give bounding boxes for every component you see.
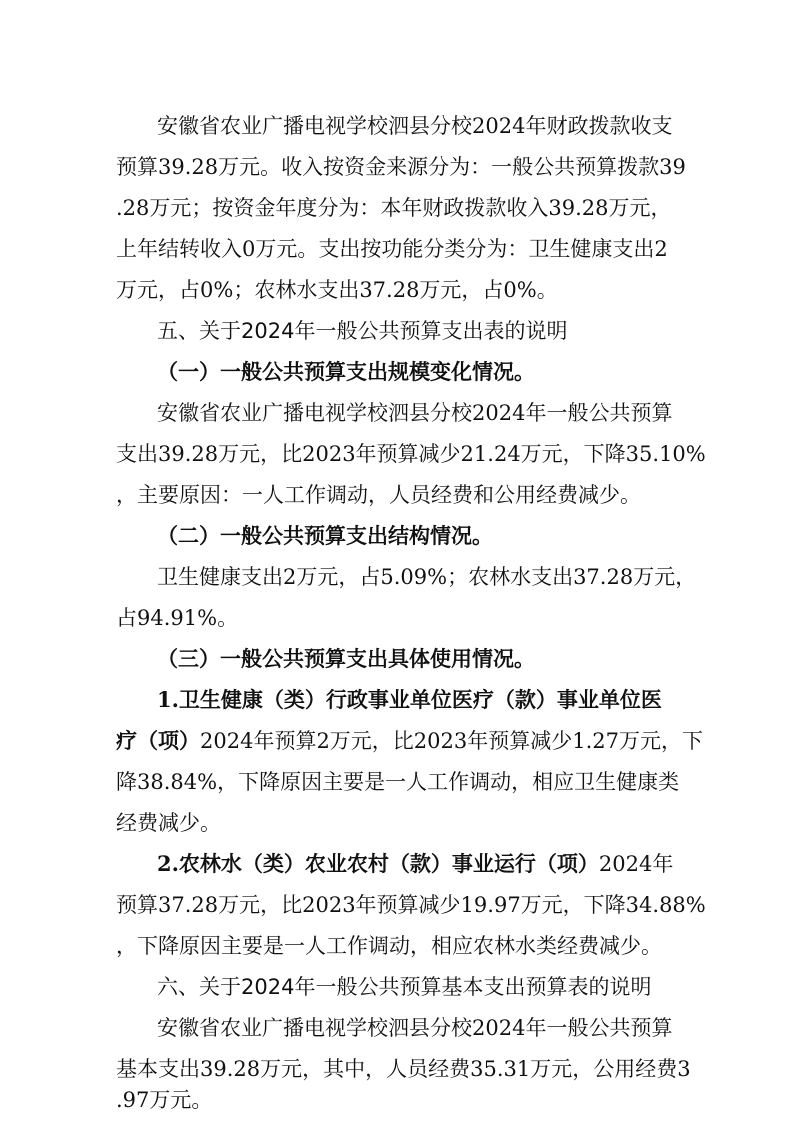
paragraph-line: 安徽省农业广播电视学校泗县分校2024年一般公共预算 (157, 1016, 673, 1040)
paragraph-line: ，主要原因：一人工作调动，人员经费和公用经费减少。 (116, 483, 641, 507)
item-2-line-1 (0, 844, 793, 884)
item-2-text: 2024年 (598, 852, 674, 876)
subsection-heading-3: （三）一般公共预算支出具体使用情况。 (157, 646, 535, 671)
paragraph-line: 预算37.28万元，比2023年预算减少19.97万元，下降34.88% (116, 893, 706, 917)
item-1-text: 2024年预算2万元，比2023年预算减少1.27万元，下 (200, 729, 704, 753)
item-1-line-2 (0, 721, 793, 761)
paragraph-line: 经费减少。 (116, 811, 221, 835)
paragraph-line: 降38.84%，下降原因主要是一人工作调动，相应卫生健康类 (116, 770, 680, 794)
paragraph-line: .28万元；按资金年度分为：本年财政拨款收入39.28万元， (116, 196, 672, 220)
paragraph-line: 万元，占0%；农林水支出37.28万元，占0%。 (116, 278, 558, 302)
subsection-heading-2: （二）一般公共预算支出结构情况。 (157, 523, 493, 548)
paragraph-line: ，下降原因主要是一人工作调动，相应农林水类经费减少。 (116, 934, 662, 958)
section-heading-5: 五、关于2024年一般公共预算支出表的说明 (157, 319, 568, 343)
item-1-title-line: 1.卫生健康（类）行政事业单位医疗（款）事业单位医 (157, 687, 662, 712)
paragraph-line: 安徽省农业广播电视学校泗县分校2024年一般公共预算 (157, 401, 673, 425)
paragraph-line: 上年结转收入0万元。支出按功能分类分为：卫生健康支出2 (116, 237, 668, 261)
section-heading-6: 六、关于2024年一般公共预算基本支出预算表的说明 (157, 975, 652, 999)
paragraph-line: 基本支出39.28万元，其中，人员经费35.31万元，公用经费3 (116, 1057, 691, 1081)
paragraph-line: 安徽省农业广播电视学校泗县分校2024年财政拨款收支 (157, 114, 673, 138)
paragraph-line: 预算39.28万元。收入按资金来源分为：一般公共预算拨款39 (116, 155, 686, 179)
subsection-heading-1: （一）一般公共预算支出规模变化情况。 (157, 359, 535, 384)
paragraph-line: 占94.91%。 (116, 606, 239, 630)
paragraph-line: 卫生健康支出2万元，占5.09%；农林水支出37.28万元， (157, 565, 697, 589)
item-2-title: 2.农林水（类）农业农村（款）事业运行（项） (157, 851, 599, 876)
paragraph-line: .97万元。 (116, 1088, 213, 1112)
item-1-title-tail: 疗（项） (116, 728, 200, 753)
paragraph-line: 支出39.28万元，比2023年预算减少21.24万元，下降35.10% (116, 442, 706, 466)
